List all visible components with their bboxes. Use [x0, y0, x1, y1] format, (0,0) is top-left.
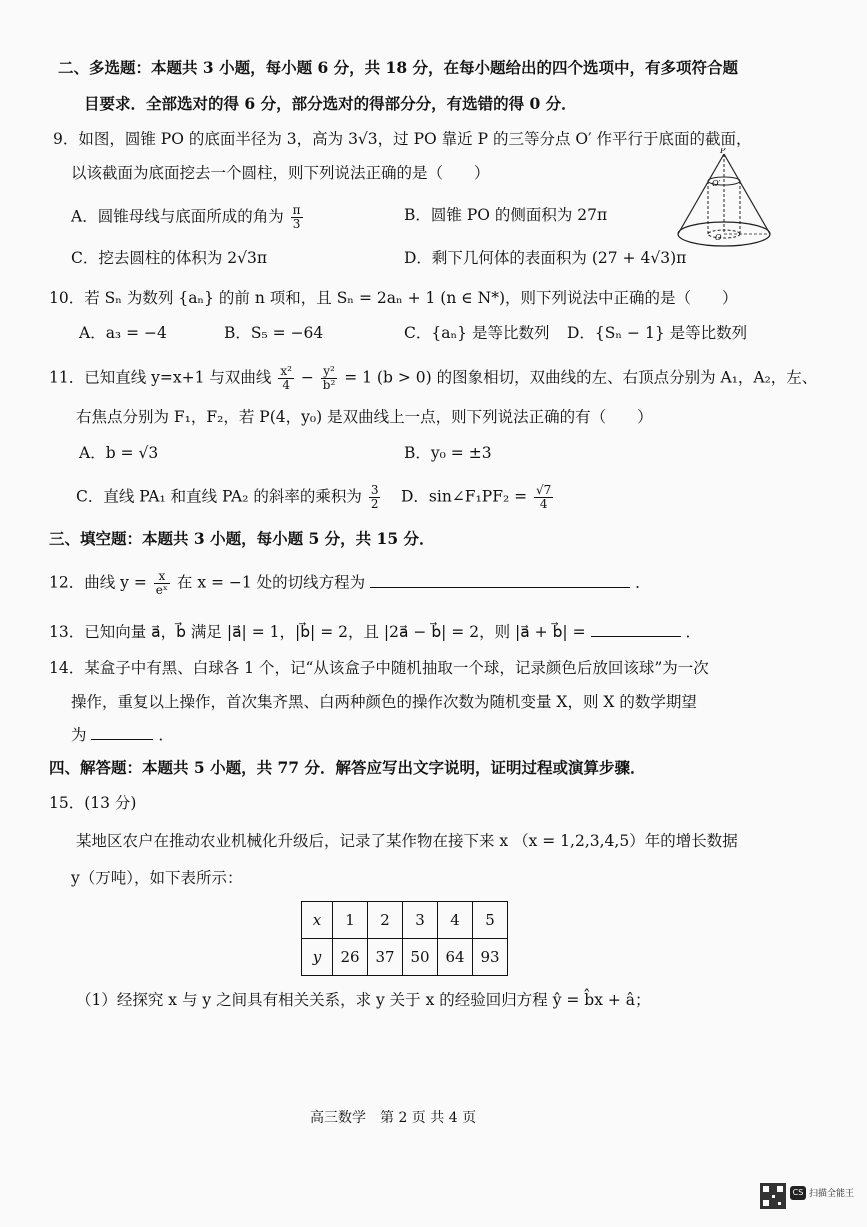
- q11-fraction-x: [278, 365, 294, 392]
- q11-stem-line1-start: 11．已知直线 y=x+1 与双曲线: [49, 368, 272, 387]
- q12-stem-end: 在 x = −1 处的切线方程为: [176, 573, 366, 592]
- q11-option-d: [401, 484, 555, 511]
- q11-fraction-x-numerator: x²: [280, 364, 292, 378]
- table-cell: 93: [473, 939, 508, 976]
- q13-answer-blank[interactable]: [591, 620, 681, 637]
- q11-option-a: A．b = √3: [79, 444, 159, 462]
- q9-stem-line1: 9．如图，圆锥 PO 的底面半径为 3，高为 3√3，过 PO 靠近 P 的三等分点 O′ 作平行于底面的截面，: [53, 130, 752, 148]
- q15-data-table: [301, 901, 508, 976]
- section3-heading: 三、填空题：本题共 3 小题，每小题 5 分，共 15 分．: [49, 529, 435, 548]
- cone-label-o-prime: O′: [712, 179, 721, 188]
- table-header-x: x: [302, 902, 333, 939]
- q12-period: ．: [635, 573, 651, 592]
- table-row: [302, 939, 508, 976]
- q11-option-c-denominator: 2: [370, 497, 379, 511]
- q11-option-b: B．y₀ = ±3: [404, 444, 492, 462]
- section4-heading: 四、解答题：本题共 5 小题，共 77 分．解答应写出文字说明，证明过程或演算步骤．: [49, 758, 646, 777]
- table-cell: 4: [438, 902, 473, 939]
- q15-label: 15．(13 分): [49, 794, 137, 812]
- q14-period: ．: [158, 726, 174, 744]
- q12-fraction-numerator: x: [154, 570, 170, 584]
- section2-heading-line2: 目要求．全部选对的得 6 分，部分选对的得部分分，有选错的得 0 分．: [84, 94, 577, 113]
- q11-option-d-denominator: 4: [539, 497, 548, 511]
- q9-stem-line2: 以该截面为底面挖去一个圆柱，则下列说法正确的是（ ）: [71, 164, 490, 182]
- cone-label-p: P: [720, 148, 726, 155]
- q12-stem-start: 12．曲线 y =: [49, 573, 147, 592]
- q11-fraction-x-denominator: 4: [282, 378, 290, 392]
- table-cell: 2: [368, 902, 403, 939]
- q9-option-a-numerator: π: [292, 203, 301, 217]
- q11-option-c-numerator: 3: [370, 483, 379, 497]
- q12-fraction-denominator: eˣ: [155, 583, 168, 597]
- q14-answer-blank[interactable]: [91, 723, 153, 740]
- q9-option-a-denominator: 3: [292, 217, 301, 231]
- table-cell: 26: [333, 939, 368, 976]
- q11-minus: −: [295, 368, 319, 387]
- q9-option-a-text: A．圆锥母线与底面所成的角为: [71, 207, 284, 226]
- q11-option-d-fraction: [534, 484, 553, 511]
- q11-stem-line2: 右焦点分别为 F₁，F₂，若 P(4，y₀) 是双曲线上一点，则下列说法正确的有（ ）: [76, 408, 653, 426]
- table-cell: 3: [403, 902, 438, 939]
- q14-stem-line1: 14．某盒子中有黑、白球各 1 个，记“从该盒子中随机抽取一个球，记录颜色后放回该球”为一次: [49, 659, 709, 677]
- q9-option-d: D．剩下几何体的表面积为 (27 + 4√3)π: [404, 249, 687, 267]
- table-cell: 64: [438, 939, 473, 976]
- q13-stem: [49, 620, 701, 643]
- qr-code-icon: [760, 1183, 786, 1209]
- q10-stem: 10．若 Sₙ 为数列 {aₙ} 的前 n 项和，且 Sₙ = 2aₙ + 1 (n ∈ N*)，则下列说法中正确的是（ ）: [49, 289, 738, 307]
- q11-stem-line1: [49, 365, 817, 392]
- cone-label-o: O: [715, 233, 722, 242]
- q9-option-b: B．圆锥 PO 的侧面积为 27π: [404, 206, 608, 224]
- scanner-watermark-text: 扫描全能王: [809, 1189, 855, 1199]
- table-cell: 50: [403, 939, 438, 976]
- table-row: [302, 902, 508, 939]
- q11-option-d-numerator: √7: [536, 483, 552, 497]
- q14-stem-line2: 操作，重复以上操作，首次集齐黑、白两种颜色的操作次数为随机变量 X，则 X 的数学期望: [71, 693, 697, 711]
- q9-option-a-fraction: [291, 204, 303, 231]
- scanner-logo-icon: CS: [790, 1186, 806, 1200]
- table-cell: 5: [473, 902, 508, 939]
- q11-fraction-y-numerator: y²: [321, 365, 338, 379]
- q11-option-d-text: D．sin∠F₁PF₂ =: [401, 487, 528, 506]
- page-footer: 高三数学 第 2 页 共 4 页: [310, 1110, 477, 1126]
- table-cell: 1: [333, 902, 368, 939]
- q9-option-a: [71, 204, 305, 231]
- q13-period: ．: [685, 623, 701, 641]
- q10-option-a: A．a₃ = −4: [79, 324, 167, 342]
- section2-heading-line1: 二、多选题：本题共 3 小题，每小题 6 分，共 18 分，在每小题给出的四个选项中，有多项符合题: [58, 58, 739, 77]
- q11-fraction-y-denominator: b²: [322, 378, 336, 392]
- q10-option-d: D．{Sₙ − 1} 是等比数列: [567, 324, 748, 342]
- q9-option-c: C．挖去圆柱的体积为 2√3π: [71, 249, 268, 267]
- q12-stem: [49, 570, 651, 597]
- q14-line3-text: 为: [71, 726, 87, 744]
- q15-stem-line2: y（万吨），如下表所示：: [71, 869, 243, 887]
- q15-stem-line1: 某地区农户在推动农业机械化升级后，记录了某作物在接下来 x （x = 1,2,3,4,5）年的增长数据: [76, 832, 738, 850]
- q12-fraction: [154, 570, 170, 597]
- q10-option-c: C．{aₙ} 是等比数列: [404, 324, 550, 342]
- q10-option-b: B．S₅ = −64: [224, 324, 324, 342]
- q11-option-c: [76, 484, 382, 511]
- q14-stem-line3: [71, 723, 174, 746]
- cone-figure: [672, 148, 776, 252]
- q11-fraction-y: [321, 365, 338, 392]
- table-header-y: y: [302, 939, 333, 976]
- table-cell: 37: [368, 939, 403, 976]
- q15-part1: （1）经探究 x 与 y 之间具有相关关系，求 y 关于 x 的经验回归方程 ŷ = b̂x + â；: [76, 991, 651, 1009]
- q13-stem-text: 13．已知向量 a⃗，b⃗ 满足 |a⃗| = 1，|b⃗| = 2，且 |2a⃗ − b⃗| = 2，则 |a⃗ + b⃗| =: [49, 623, 586, 641]
- q12-answer-blank[interactable]: [370, 571, 630, 588]
- q11-option-c-fraction: [369, 484, 381, 511]
- q11-option-c-text: C．直线 PA₁ 和直线 PA₂ 的斜率的乘积为: [76, 487, 362, 506]
- q11-stem-line1-end: = 1 (b > 0) 的图象相切，双曲线的左、右顶点分别为 A₁，A₂，左、: [344, 368, 818, 387]
